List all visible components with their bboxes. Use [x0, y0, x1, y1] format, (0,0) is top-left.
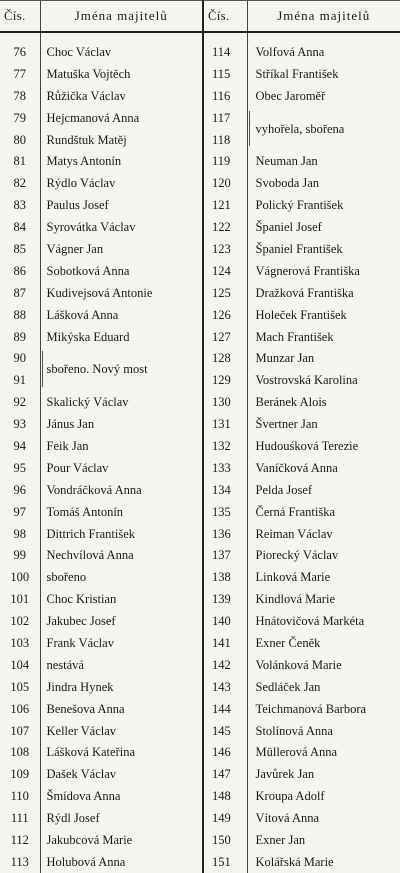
house-number-right: 138 — [203, 566, 247, 588]
owner-name: Frank Václav — [40, 632, 203, 654]
table-row — [0, 763, 400, 785]
owner-name-right: Reiman Václav — [247, 523, 400, 545]
table-row — [0, 150, 400, 172]
house-number: 85 — [13, 241, 26, 256]
owner-name-right: Obec Jaroměř — [247, 85, 400, 107]
owner-name: Holubová Anna — [40, 851, 203, 873]
owner-name-right: Beránek Alois — [247, 391, 400, 413]
owner-name-right: Volánková Marie — [247, 654, 400, 676]
owner-name-right: Pelda Josef — [247, 479, 400, 501]
table-row — [0, 172, 400, 194]
house-number-right: 120 — [203, 172, 247, 194]
table-row — [0, 544, 400, 566]
house-number: 107 — [10, 723, 30, 738]
house-number-right: 139 — [203, 588, 247, 610]
house-number-right: 148 — [203, 785, 247, 807]
merged-entry-text: vyhořela, sbořena — [255, 121, 345, 136]
owner-name: Šmídova Anna — [40, 785, 203, 807]
owner-name-right: Černá Františka — [247, 501, 400, 523]
house-number: 91 — [13, 373, 26, 388]
owner-name-right: Kroupa Adolf — [247, 785, 400, 807]
table-row — [0, 807, 400, 829]
house-number: 92 — [13, 395, 26, 410]
table-row — [0, 238, 400, 260]
owner-name: Matuška Vojtěch — [40, 63, 203, 85]
owner-name: Choc Václav — [40, 32, 203, 63]
owner-name-right: Volfová Anna — [247, 32, 400, 63]
table-row — [0, 435, 400, 457]
table-row — [0, 413, 400, 435]
house-number: 96 — [13, 482, 26, 497]
house-number: 79 — [13, 110, 26, 125]
owner-name: sbořeno — [40, 566, 203, 588]
house-number: 77 — [13, 66, 26, 81]
table-row — [0, 85, 400, 107]
house-number: 97 — [13, 504, 26, 519]
table-row — [0, 457, 400, 479]
house-number: 87 — [13, 285, 26, 300]
owner-name-right: Kindlová Marie — [247, 588, 400, 610]
header-number-right: Čís. — [203, 1, 247, 33]
table-row — [0, 829, 400, 851]
house-number: 80 — [13, 132, 26, 147]
owner-name-right: Španiel Josef — [247, 216, 400, 238]
owner-name: Rýdlo Václav — [40, 172, 203, 194]
house-number-right: 145 — [203, 720, 247, 742]
table-body — [0, 32, 400, 873]
table-row — [0, 610, 400, 632]
owner-name: Kudivejsová Antonie — [40, 282, 203, 304]
table-row — [0, 260, 400, 282]
owner-name: Paulus Josef — [40, 194, 203, 216]
owner-name-right: Sedláček Jan — [247, 676, 400, 698]
house-number-right: 129 — [203, 369, 247, 391]
table-row — [0, 216, 400, 238]
table-row — [0, 194, 400, 216]
owner-name: Lášková Kateřina — [40, 742, 203, 764]
owner-name-right: Holeček František — [247, 304, 400, 326]
house-number-right: 130 — [203, 391, 247, 413]
table-row — [0, 785, 400, 807]
house-number: 95 — [13, 460, 26, 475]
house-number: 105 — [10, 679, 30, 694]
owner-name-right: Müllerová Anna — [247, 742, 400, 764]
table-row — [0, 63, 400, 85]
owner-name: Skalický Václav — [40, 391, 203, 413]
owner-name-right — [247, 107, 400, 151]
house-number-right: 115 — [203, 63, 247, 85]
owner-name-right: Neuman Jan — [247, 150, 400, 172]
owner-name: Rýdl Josef — [40, 807, 203, 829]
house-number: 101 — [10, 592, 30, 607]
owner-name: Nechvílová Anna — [40, 544, 203, 566]
owner-name-right: Svoboda Jan — [247, 172, 400, 194]
house-number-right: 133 — [203, 457, 247, 479]
table-row — [0, 107, 400, 129]
house-number: 90 — [13, 351, 26, 366]
house-number-right: 117 — [203, 107, 247, 129]
house-number: 98 — [13, 526, 26, 541]
owner-name-right: Vostrovská Karolina — [247, 369, 400, 391]
owner-name-right: Stolínová Anna — [247, 720, 400, 742]
table-row — [0, 282, 400, 304]
table-row — [0, 654, 400, 676]
table-row — [0, 566, 400, 588]
owner-name-right: Švertner Jan — [247, 413, 400, 435]
house-number-right: 135 — [203, 501, 247, 523]
owner-name: Jakubcová Marie — [40, 829, 203, 851]
house-number: 88 — [13, 307, 26, 322]
merged-entry-text: sbořeno. Nový most — [46, 362, 148, 377]
table-row — [0, 391, 400, 413]
owner-name-right: Exner Čeněk — [247, 632, 400, 654]
owner-name-right: Kolářská Marie — [247, 851, 400, 873]
owner-name — [40, 347, 203, 391]
house-number: 94 — [13, 438, 26, 453]
owner-name-right: Exner Jan — [247, 829, 400, 851]
table-row — [0, 742, 400, 764]
house-number-right: 144 — [203, 698, 247, 720]
house-number-right: 136 — [203, 523, 247, 545]
house-number-right: 134 — [203, 479, 247, 501]
table-header — [0, 1, 400, 33]
owner-name-right: Teichmanová Barbora — [247, 698, 400, 720]
owner-name: Lášková Anna — [40, 304, 203, 326]
house-number-right: 132 — [203, 435, 247, 457]
owner-name: Pour Václav — [40, 457, 203, 479]
house-number: 102 — [10, 614, 30, 629]
owner-name-right: Dražková Františka — [247, 282, 400, 304]
table-row — [0, 32, 400, 63]
owner-name-right: Vágnerová Františka — [247, 260, 400, 282]
owner-name: Vondráčková Anna — [40, 479, 203, 501]
merge-bracket — [42, 351, 43, 387]
owner-name-right: Španiel František — [247, 238, 400, 260]
table-row — [0, 347, 400, 369]
owner-name-right: Hudouśková Terezie — [247, 435, 400, 457]
house-number-right: 150 — [203, 829, 247, 851]
owner-name-right: Munzar Jan — [247, 347, 400, 369]
house-number-right: 114 — [203, 32, 247, 63]
house-number-right: 143 — [203, 676, 247, 698]
house-number: 82 — [13, 176, 26, 191]
owner-name-right: Piorecký Václav — [247, 544, 400, 566]
house-number: 113 — [10, 854, 29, 869]
house-number: 110 — [10, 789, 29, 804]
house-number-right: 142 — [203, 654, 247, 676]
table-row — [0, 326, 400, 348]
owner-name: Vágner Jan — [40, 238, 203, 260]
merge-bracket — [249, 111, 250, 147]
house-number-right: 123 — [203, 238, 247, 260]
owner-name: nestává — [40, 654, 203, 676]
house-number-right: 140 — [203, 610, 247, 632]
owner-name: Jánus Jan — [40, 413, 203, 435]
house-number-right: 116 — [203, 85, 247, 107]
table-row — [0, 523, 400, 545]
header-owner-names-right: Jména majitelů — [247, 1, 400, 33]
house-number-right: 151 — [203, 851, 247, 873]
house-number: 103 — [10, 635, 30, 650]
owner-name: Syrovátka Václav — [40, 216, 203, 238]
house-number-right: 122 — [203, 216, 247, 238]
owner-name-right: Mach František — [247, 326, 400, 348]
table-row — [0, 632, 400, 654]
house-number: 108 — [10, 745, 30, 760]
house-number: 76 — [13, 44, 26, 59]
house-number-right: 126 — [203, 304, 247, 326]
owner-name-right: Vítová Anna — [247, 807, 400, 829]
house-number: 99 — [13, 548, 26, 563]
table-row — [0, 698, 400, 720]
table-row — [0, 501, 400, 523]
house-number: 112 — [10, 833, 29, 847]
house-number-right: 146 — [203, 742, 247, 764]
owner-name: Dittrich František — [40, 523, 203, 545]
header-owner-names-left: Jména majitelů — [40, 1, 203, 33]
table-row — [0, 479, 400, 501]
house-number: 111 — [10, 811, 29, 826]
header-number-left: Čís. — [0, 1, 40, 33]
owner-name-right: Javůrek Jan — [247, 763, 400, 785]
house-number-right: 125 — [203, 282, 247, 304]
owner-name: Jindra Hynek — [40, 676, 203, 698]
house-number: 89 — [13, 329, 26, 344]
owner-name-right: Vaníčková Anna — [247, 457, 400, 479]
house-number-right: 118 — [203, 129, 247, 151]
table-row — [0, 720, 400, 742]
house-number-right: 141 — [203, 632, 247, 654]
owner-name: Hejcmanová Anna — [40, 107, 203, 129]
house-number-right: 119 — [203, 150, 247, 172]
house-number: 86 — [13, 263, 26, 278]
house-number-right: 131 — [203, 413, 247, 435]
owner-name: Keller Václav — [40, 720, 203, 742]
owner-name-right: Hnátovičová Markéta — [247, 610, 400, 632]
house-number-right: 127 — [203, 326, 247, 348]
owner-name: Benešova Anna — [40, 698, 203, 720]
owner-name: Mikýska Eduard — [40, 326, 203, 348]
house-number: 106 — [10, 701, 30, 716]
house-number-right: 149 — [203, 807, 247, 829]
house-number-right: 121 — [203, 194, 247, 216]
table-row — [0, 851, 400, 873]
owner-name: Dašek Václav — [40, 763, 203, 785]
owner-name-right: Linková Marie — [247, 566, 400, 588]
owner-name: Sobotková Anna — [40, 260, 203, 282]
table-row — [0, 588, 400, 610]
house-number: 104 — [10, 657, 30, 672]
house-number: 93 — [13, 417, 26, 432]
house-number-right: 124 — [203, 260, 247, 282]
house-number: 83 — [13, 198, 26, 213]
house-number: 109 — [10, 767, 30, 782]
owner-name: Feik Jan — [40, 435, 203, 457]
house-number-right: 137 — [203, 544, 247, 566]
owner-name: Růžička Václav — [40, 85, 203, 107]
owner-name: Rundštuk Matěj — [40, 129, 203, 151]
house-number-right: 147 — [203, 763, 247, 785]
house-number: 78 — [13, 88, 26, 103]
house-number-right: 128 — [203, 347, 247, 369]
house-number: 84 — [13, 220, 26, 235]
owner-name: Tomáš Antonín — [40, 501, 203, 523]
table-row — [0, 304, 400, 326]
table-row — [0, 676, 400, 698]
owner-name-right: Stříkal František — [247, 63, 400, 85]
owner-name: Matys Antonín — [40, 150, 203, 172]
house-number: 100 — [10, 570, 30, 585]
owner-name: Jakubec Josef — [40, 610, 203, 632]
owner-name: Choc Kristian — [40, 588, 203, 610]
house-number: 81 — [13, 154, 26, 169]
owner-name-right: Polický František — [247, 194, 400, 216]
